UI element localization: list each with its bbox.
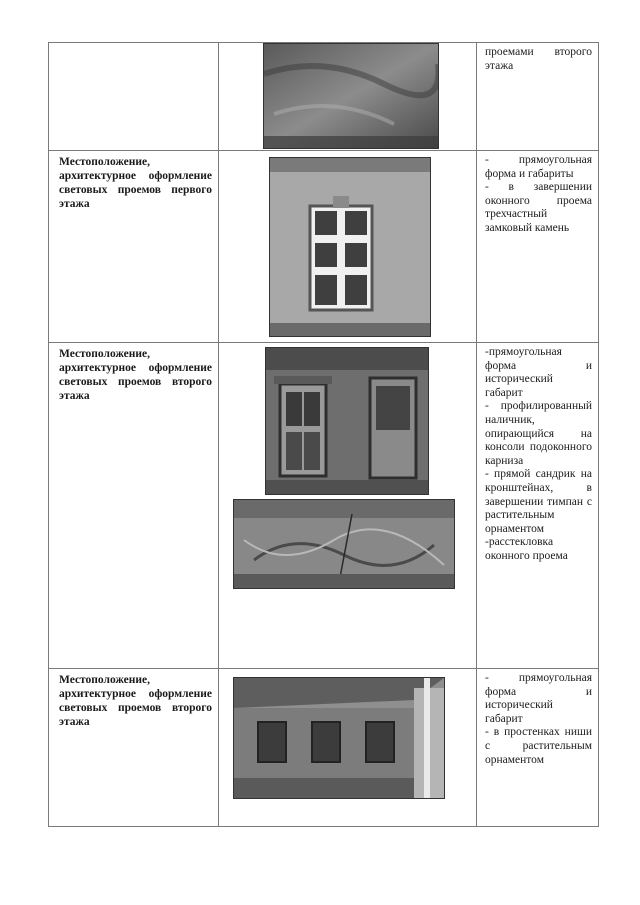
photo-cell [219,343,477,669]
table-row [49,151,599,343]
description-line: -прямоугольная форма и исторический габарит [485,346,592,399]
row-label: Местоположение, архитектурное оформление световых проемов первого этажа [59,156,212,210]
row-label: Местоположение, архитектурное оформление световых проемов второго этажа [59,348,212,402]
description-cell [477,343,599,669]
description-line: - прямоугольная форма и исторический габарит [485,672,592,725]
window-photo-second-floor [265,347,429,495]
description-line: - прямоугольная форма и габариты [485,154,592,180]
table-row [49,669,599,827]
window-pediment-photo [233,499,455,589]
label-cell [49,343,219,669]
window-photo-first-floor [269,157,431,337]
photo-cell [219,43,477,151]
row-description [477,343,598,564]
row-description [477,669,598,767]
facade-elements-table [48,42,599,827]
label-cell [49,43,219,151]
description-cell [477,151,599,343]
photo-cell [219,151,477,343]
row-description [477,43,598,73]
description-line: -расстекловка оконного проема [485,536,568,562]
photo-cell [219,669,477,827]
row-label: Местоположение, архитектурное оформление световых проемов второго этажа [59,674,212,728]
description-line: - в простенках ниши с растительным орнаментом [485,726,592,766]
description-line: - прямой сандрик на кронштейнах, в завершении тимпан с растительным орнаментом [485,468,592,535]
facade-photo-second-floor [233,677,445,799]
description-line: - профилированный наличник, опирающийся на консоли подоконного карниза [485,400,592,467]
description-line: проемами второго этажа [485,46,592,72]
description-line: - в завершении оконного проема трехчастный замковый камень [485,181,592,234]
label-cell [49,669,219,827]
description-cell [477,43,599,151]
table-row [49,43,599,151]
table-row [49,343,599,669]
facade-photo-cornice [263,43,439,149]
row-description [477,151,598,236]
description-cell [477,669,599,827]
row-label [49,43,218,47]
label-cell [49,151,219,343]
